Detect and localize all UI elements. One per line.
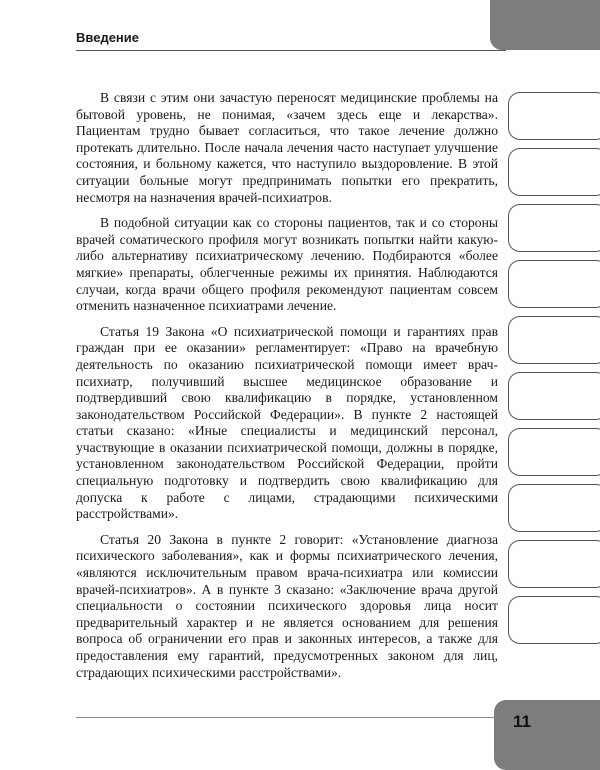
- footer-divider: [76, 717, 494, 718]
- side-tab: [508, 596, 600, 644]
- paragraph: В связи с этим они зачастую переносят медицинские проблемы на бытовой уровень, не понимая, «зачем здесь еще и лекарства». Пациентам трудно бывает согласиться, что такое лечение должно протекать длительно. После начала лечения часто наступает улучшение состояния, и больному кажется, что наступило выздоровление. В этой ситуации больные могут предпринимать попытки его прекратить, несмотря на назначения врачей-психиатров.: [76, 90, 498, 205]
- paragraph: Статья 20 Закона в пункте 2 говорит: «Установление диагноза психического заболевания», как и формы психиатрического лечения, «являются исключительным правом врача-психиатра или комиссии врачей-психиатров». А в пункте 3 сказано: «Заключение врача другой специальности о состоянии психического здоровья лица носит предварительный характер и не является основанием для решения вопроса об ограничении его прав и законных интересов, а также для предоставления ему гарантий, предусмотренных законом для лиц, страдающих психическими расстройствами».: [76, 531, 498, 680]
- body-text: [76, 90, 498, 690]
- side-tab: [508, 372, 600, 420]
- page-number-tab: [494, 700, 600, 770]
- section-header: Введение: [76, 30, 139, 45]
- side-tab: [508, 428, 600, 476]
- page-number: 11: [513, 712, 531, 731]
- side-tab: [508, 540, 600, 588]
- side-tab: [508, 204, 600, 252]
- side-tab: [508, 260, 600, 308]
- header-divider: [76, 50, 506, 51]
- side-tab: [508, 484, 600, 532]
- corner-tab-decoration: [490, 0, 600, 50]
- paragraph: В подобной ситуации как со стороны пациентов, так и со стороны врачей соматического профиля могут возникать попытки найти какую-либо альтернативу психиатрическому лечению. Подбираются «более мягкие» препараты, облегченные режимы их принятия. Наблюдаются случаи, когда врачи общего профиля рекомендуют пациентам совсем отменить назначенное психиатрами лечение.: [76, 215, 498, 314]
- paragraph: Статья 19 Закона «О психиатрической помощи и гарантиях прав граждан при ее оказании» регламентирует: «Право на врачебную деятельность по оказанию психиатрической помощи имеет врач-психиатр, получивший высшее медицинское образование и подтвердивший свою квалификацию в порядке, установленном законодательством Российской Федерации». В пункте 2 настоящей статьи сказано: «Иные специалисты и медицинский персонал, участвующие в оказании психиатрической помощи, должны в порядке, установленном законодательством Российской Федерации, пройти специальную подготовку и подтвердить свою квалификацию для допуска к работе с лицами, страдающими психическими расстройствами».: [76, 323, 498, 522]
- side-tab: [508, 316, 600, 364]
- side-tab: [508, 148, 600, 196]
- side-tab: [508, 92, 600, 140]
